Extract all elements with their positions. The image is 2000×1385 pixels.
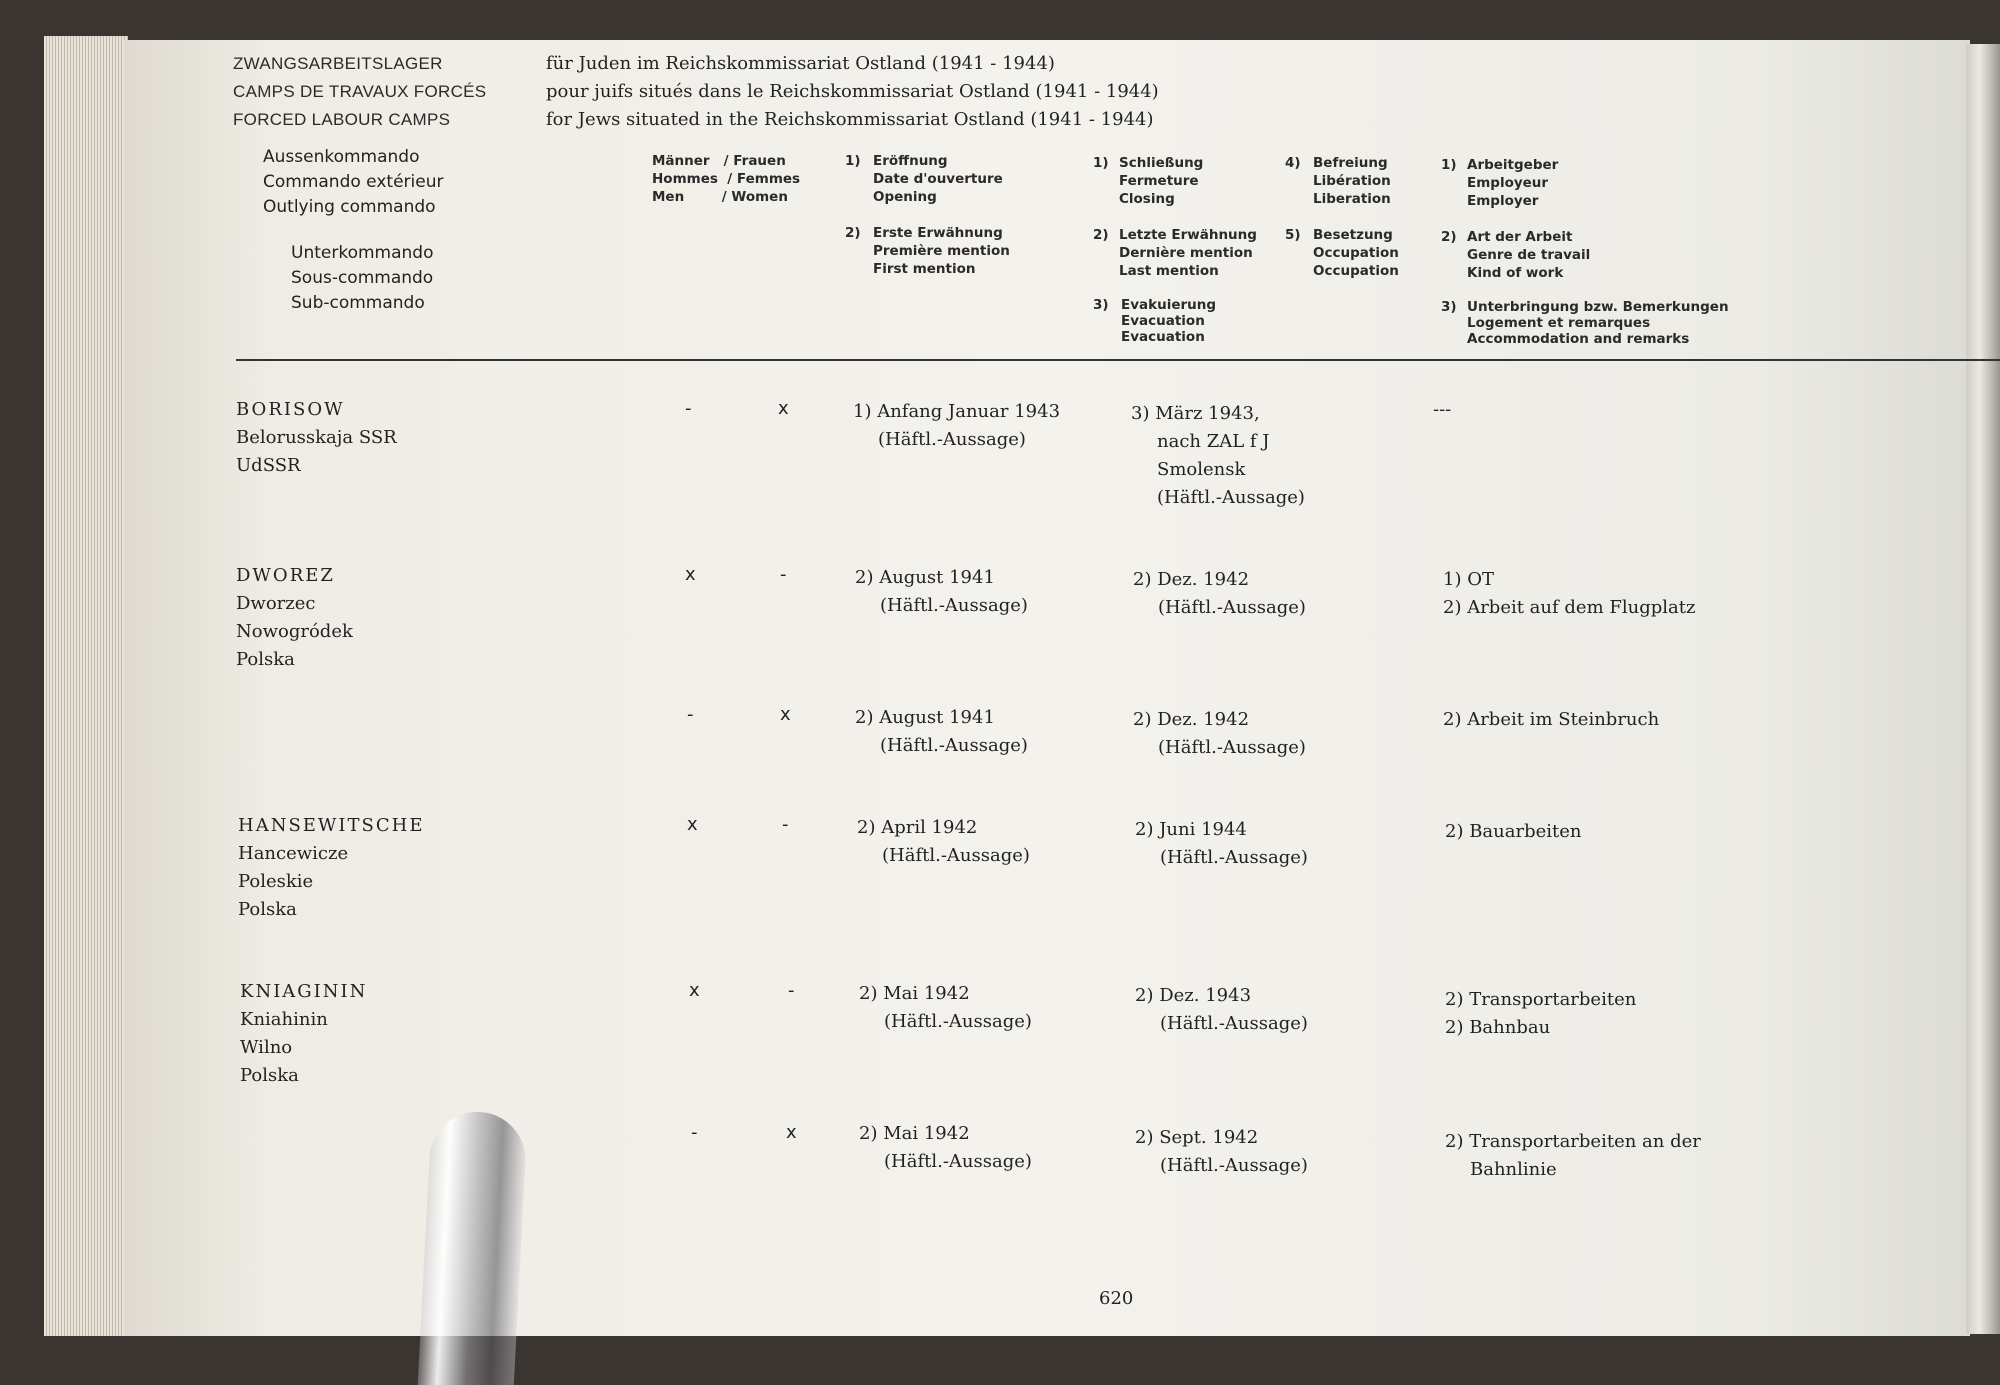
women-mark: x [778, 398, 789, 419]
first-mention: 2) August 1941 [855, 567, 995, 588]
page-number: 620 [1099, 1288, 1134, 1309]
num: 2) [1441, 229, 1457, 245]
last-detail: nach ZAL f J [1157, 431, 1270, 452]
place-region: Hancewicze [238, 843, 349, 864]
last-mention: 2) Juni 1944 [1135, 819, 1247, 840]
closing-fr: Fermeture [1119, 173, 1199, 189]
subtitle-de: für Juden im Reichskommissariat Ostland (1941 - 1944) [546, 53, 1055, 74]
first-source: (Häftl.-Aussage) [880, 595, 1028, 616]
first-source: (Häftl.-Aussage) [880, 735, 1028, 756]
gender-de: Männer / Frauen [652, 153, 786, 169]
last-mention: 3) März 1943, [1131, 403, 1260, 424]
title-fr: CAMPS DE TRAVAUX FORCÉS [233, 82, 487, 101]
remarks: 2) Bauarbeiten [1445, 821, 1582, 842]
last-mention: 2) Dez. 1943 [1135, 985, 1252, 1006]
place-region: Nowogródek [236, 621, 353, 642]
first-mention: 2) Mai 1942 [859, 1123, 970, 1144]
last-source: (Häftl.-Aussage) [1158, 737, 1306, 758]
closing-en: Closing [1119, 191, 1175, 207]
num: 1) [1093, 155, 1109, 171]
book-page-edges-left [44, 36, 128, 1336]
num: 3) [1441, 299, 1457, 315]
evacuation-en: Evacuation [1121, 329, 1205, 345]
accommodation-fr: Logement et remarques [1467, 315, 1651, 331]
first-mention: 2) Mai 1942 [859, 983, 970, 1004]
first-mention: 2) August 1941 [855, 707, 995, 728]
occupation-fr: Occupation [1313, 245, 1399, 261]
remarks: 2) Transportarbeiten [1445, 989, 1637, 1010]
first-source: (Häftl.-Aussage) [878, 429, 1026, 450]
women-mark: - [788, 980, 795, 1001]
aussen-de: Aussenkommando [263, 147, 420, 167]
men-mark: x [687, 814, 698, 835]
title-en: FORCED LABOUR CAMPS [233, 110, 451, 129]
opening-en: Opening [873, 189, 937, 205]
num: 1) [1441, 157, 1457, 173]
pen-tip-overlay [416, 1109, 528, 1385]
place-name: DWOREZ [236, 565, 335, 586]
subtitle-en: for Jews situated in the Reichskommissariat Ostland (1941 - 1944) [546, 109, 1154, 130]
place-region: Wilno [240, 1037, 293, 1058]
gender-en: Men / Women [652, 189, 788, 205]
remarks: 2) Transportarbeiten an der [1445, 1131, 1701, 1152]
last-mention-en: Last mention [1119, 263, 1219, 279]
num: 4) [1285, 155, 1301, 171]
place-region: Belorusskaja SSR [236, 427, 397, 448]
num: 2) [1093, 227, 1109, 243]
aussen-en: Outlying commando [263, 197, 436, 217]
kind-of-work-de: Art der Arbeit [1467, 229, 1573, 245]
num: 3) [1093, 297, 1109, 313]
women-mark: - [780, 564, 787, 585]
first-mention-fr: Première mention [873, 243, 1010, 259]
book-page-edges-right [1966, 44, 2000, 1334]
place-region: Dworzec [236, 593, 316, 614]
remarks: 2) Arbeit im Steinbruch [1443, 709, 1660, 730]
gender-fr: Hommes / Femmes [652, 171, 801, 187]
remarks: 2) Bahnbau [1445, 1017, 1551, 1038]
unter-fr: Sous-commando [291, 268, 434, 288]
women-mark: x [780, 704, 791, 725]
last-source: (Häftl.-Aussage) [1160, 847, 1308, 868]
place-name: KNIAGININ [240, 981, 368, 1002]
remarks: Bahnlinie [1470, 1159, 1557, 1180]
subtitle-fr: pour juifs situés dans le Reichskommissariat Ostland (1941 - 1944) [546, 81, 1159, 102]
remarks: --- [1433, 399, 1452, 420]
men-mark: x [685, 564, 696, 585]
title-de: ZWANGSARBEITSLAGER [233, 54, 443, 73]
last-mention: 2) Dez. 1942 [1133, 569, 1250, 590]
unter-en: Sub-commando [291, 293, 425, 313]
remarks: 1) OT [1443, 569, 1494, 590]
occupation-de: Besetzung [1313, 227, 1393, 243]
last-detail: Smolensk [1157, 459, 1246, 480]
first-mention-en: First mention [873, 261, 976, 277]
evacuation-de: Evakuierung [1121, 297, 1217, 313]
last-source: (Häftl.-Aussage) [1160, 1013, 1308, 1034]
place-country: Polska [238, 899, 297, 920]
opening-de: Eröffnung [873, 153, 948, 169]
place-name: BORISOW [236, 399, 345, 420]
occupation-en: Occupation [1313, 263, 1399, 279]
kind-of-work-en: Kind of work [1467, 265, 1564, 281]
header-divider [236, 359, 2000, 361]
men-mark: - [691, 1122, 698, 1143]
kind-of-work-fr: Genre de travail [1467, 247, 1591, 263]
women-mark: - [782, 814, 789, 835]
accommodation-de: Unterbringung bzw. Bemerkungen [1467, 299, 1729, 315]
last-source: (Häftl.-Aussage) [1157, 487, 1305, 508]
last-mention-fr: Dernière mention [1119, 245, 1253, 261]
first-source: (Häftl.-Aussage) [882, 845, 1030, 866]
employer-de: Arbeitgeber [1467, 157, 1559, 173]
place-name: HANSEWITSCHE [238, 815, 425, 836]
accommodation-en: Accommodation and remarks [1467, 331, 1690, 347]
liberation-en: Liberation [1313, 191, 1391, 207]
opening-fr: Date d'ouverture [873, 171, 1003, 187]
employer-fr: Employeur [1467, 175, 1549, 191]
first-mention: 1) Anfang Januar 1943 [853, 401, 1061, 422]
last-source: (Häftl.-Aussage) [1158, 597, 1306, 618]
place-region: Poleskie [238, 871, 314, 892]
last-source: (Häftl.-Aussage) [1160, 1155, 1308, 1176]
remarks: 2) Arbeit auf dem Flugplatz [1443, 597, 1696, 618]
num: 2) [845, 225, 861, 241]
employer-en: Employer [1467, 193, 1539, 209]
place-country: Polska [236, 649, 295, 670]
last-mention: 2) Dez. 1942 [1133, 709, 1250, 730]
closing-de: Schließung [1119, 155, 1204, 171]
last-mention-de: Letzte Erwähnung [1119, 227, 1257, 243]
place-region: Kniahinin [240, 1009, 328, 1030]
num: 1) [845, 153, 861, 169]
aussen-fr: Commando extérieur [263, 172, 444, 192]
place-country: Polska [240, 1065, 299, 1086]
num: 5) [1285, 227, 1301, 243]
men-mark: x [689, 980, 700, 1001]
men-mark: - [685, 398, 692, 419]
liberation-fr: Libération [1313, 173, 1391, 189]
evacuation-fr: Evacuation [1121, 313, 1205, 329]
last-mention: 2) Sept. 1942 [1135, 1127, 1259, 1148]
unter-de: Unterkommando [291, 243, 434, 263]
place-country: UdSSR [236, 455, 301, 476]
men-mark: - [687, 704, 694, 725]
first-source: (Häftl.-Aussage) [884, 1011, 1032, 1032]
first-source: (Häftl.-Aussage) [884, 1151, 1032, 1172]
women-mark: x [786, 1122, 797, 1143]
liberation-de: Befreiung [1313, 155, 1388, 171]
first-mention-de: Erste Erwähnung [873, 225, 1003, 241]
first-mention: 2) April 1942 [857, 817, 978, 838]
